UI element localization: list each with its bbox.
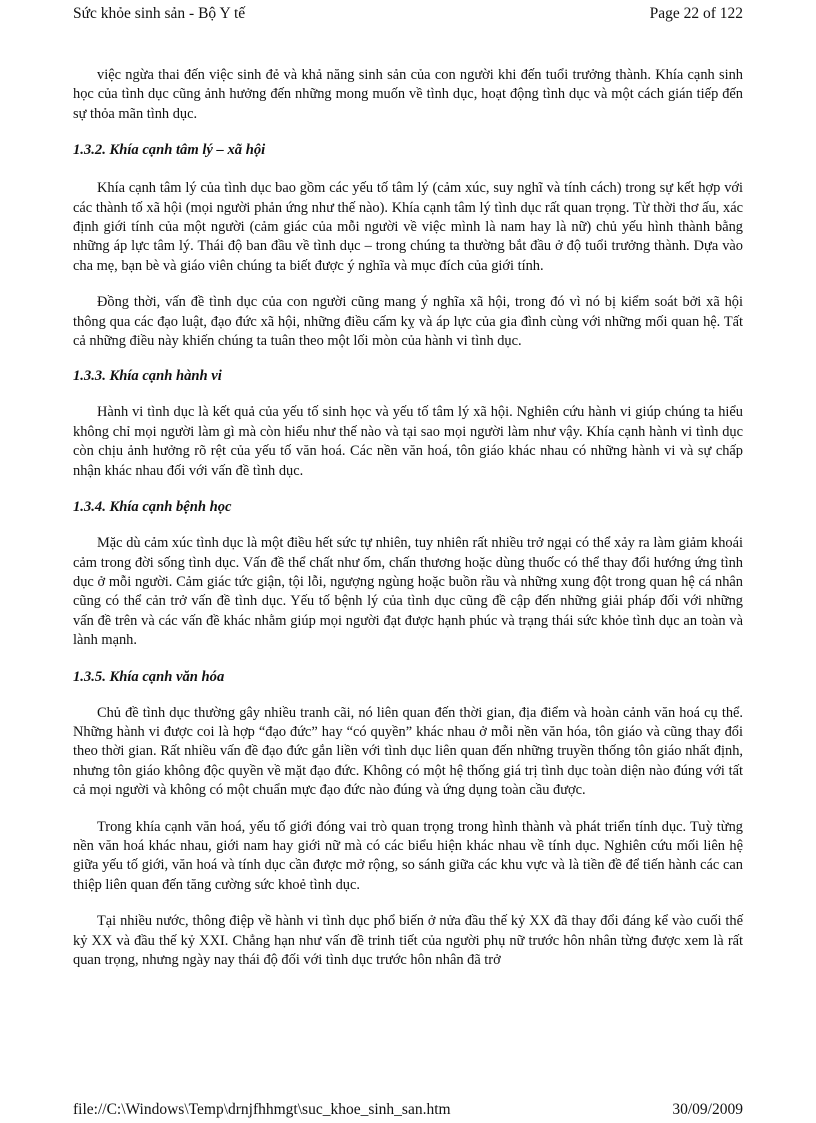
section-paragraph: Mặc dù cảm xúc tình dục là một điều hết sức tự nhiên, tuy nhiên rất nhiều trở ngại có thể xảy ra làm giảm khoái cảm trong đời sống tình dục. Vấn đề thể chất như ốm, chấn thương hoặc dùng thuốc có thể thay đổi hướng ứng tình dục ở mỗi người. Cảm giác tức giận, tội lỗi, ngượng ngùng hoặc buồn rầu và những xung đột trong quan hệ cá nhân cũng có thể cản trở vấn đề tình dục. Yếu tố bệnh lý của tình dục cũng đề cập đến những giải pháp đối với những vấn đề trên và các vấn đề khác nhằm giúp mọi người đạt được hạnh phúc và trạng thái sức khỏe tình dục an toàn và lành mạnh.	[73, 535, 743, 649]
section-pathology	[73, 498, 743, 650]
document-body	[73, 66, 743, 970]
document-title: Sức khỏe sinh sản - Bộ Y tế	[73, 5, 246, 22]
intro-paragraph: việc ngừa thai đến việc sinh đẻ và khả năng sinh sản của con người khi đến tuổi trưởng thành. Khía cạnh sinh học của tình dục cũng ảnh hưởng đến những mong muốn về tình dục, hoạt động tình dục và một cách gián tiếp đến sự thỏa mãn tình dục.	[73, 67, 743, 122]
page-footer	[73, 1100, 743, 1120]
section-heading: 1.3.4. Khía cạnh bệnh học	[73, 499, 232, 516]
page-header	[73, 3, 743, 25]
section-culture	[73, 668, 743, 971]
file-path: file://C:\Windows\Temp\drnjfhhmgt\suc_khoe_sinh_san.htm	[73, 1101, 451, 1118]
section-psychosocial	[73, 141, 743, 351]
section-paragraph: Đồng thời, vấn đề tình dục của con người cũng mang ý nghĩa xã hội, trong đó vì nó bị kiểm soát bởi xã hội thông qua các đạo luật, đạo đức xã hội, những điều cấm kỵ và áp lực của gia đình cùng với những mối quan hệ. Tất cả những điều này khiến chúng ta tuân theo một lối mòn của hành vi tình dục.	[73, 294, 743, 350]
section-heading: 1.3.2. Khía cạnh tâm lý – xã hội	[73, 142, 266, 159]
section-behavior	[73, 367, 743, 481]
section-paragraph: Khía cạnh tâm lý của tình dục bao gồm các yếu tố tâm lý (cảm xúc, suy nghĩ và tính cách) trong sự kết hợp với các thành tố xã hội (mọi người phản ứng như thế nào). Khía cạnh tâm lý tình dục rất quan trọng. Từ thời thơ ấu, xác định giới tính của một người (cảm giác của mỗi người về việc mình là nam hay là nữ) chủ yếu hình thành bằng những áp lực tâm lý. Thái độ ban đầu về tình dục – trong chúng ta thường bắt đầu ở độ tuổi trưởng thành. Dựa vào cha mẹ, bạn bè và giáo viên chúng ta biết được ý nghĩa và mục đích của giới tính.	[73, 180, 743, 274]
print-date: 30/09/2009	[672, 1101, 743, 1118]
section-paragraph: Chủ đề tình dục thường gây nhiều tranh cãi, nó liên quan đến thời gian, địa điểm và hoàn cảnh văn hoá cụ thể. Những hành vi được coi là hợp “đạo đức” hay “có quyền” khác nhau ở mỗi nền văn hóa, tôn giáo và cũng thay đổi theo thời gian. Rất nhiều vấn đề đạo đức gắn liền với tình dục liên quan đến những truyền thống tôn giáo nhất định, nhưng tôn giáo không độc quyền về mặt đạo đức. Không có một hệ thống giá trị tình dục toàn diện nào đúng với tất cả mọi người và không có một chuẩn mực đạo đức nào đúng và ứng dụng toàn cầu được.	[73, 704, 743, 799]
section-heading: 1.3.3. Khía cạnh hành vi	[73, 368, 222, 385]
section-paragraph: Trong khía cạnh văn hoá, yếu tố giới đóng vai trò quan trọng trong hình thành và phát triển tính dục. Tuỳ từng nền văn hoá khác nhau, giới nam hay giới nữ mà có các biểu hiện khác nhau về tính dục. Nghiên cứu mối liên hệ giữa yếu tố giới, văn hoá và tính dục cần được mở rộng, so sánh giữa các khu vực và là tiền đề để tiến hành các can thiệp liên quan đến tăng cường sức khoẻ tình dục.	[73, 818, 743, 893]
section-heading: 1.3.5. Khía cạnh văn hóa	[73, 668, 225, 685]
section-paragraph: Hành vi tình dục là kết quả của yếu tố sinh học và yếu tố tâm lý xã hội. Nghiên cứu hành vi giúp chúng ta hiểu không chỉ mọi người làm gì mà còn hiểu như thế nào và tại sao mọi người làm như vậy. Khía cạnh hành vi tình dục còn chịu ảnh hưởng rõ rệt của yếu tố văn hoá. Các nền văn hoá, tôn giáo khác nhau có những hành vi và sự chấp nhận khác nhau đối với vấn đề tình dục.	[73, 404, 743, 479]
section-paragraph: Tại nhiều nước, thông điệp về hành vi tình dục phổ biến ở nửa đầu thế kỷ XX đã thay đổi đáng kể vào cuối thế kỷ XX và đầu thế kỷ XXI. Chẳng hạn như vấn đề trinh tiết của người phụ nữ trước hôn nhân từng được xem là rất quan trọng, nhưng ngày nay thái độ đối với tình dục trước hôn nhân đã trở	[73, 913, 743, 968]
page-indicator: Page 22 of 122	[649, 5, 743, 22]
